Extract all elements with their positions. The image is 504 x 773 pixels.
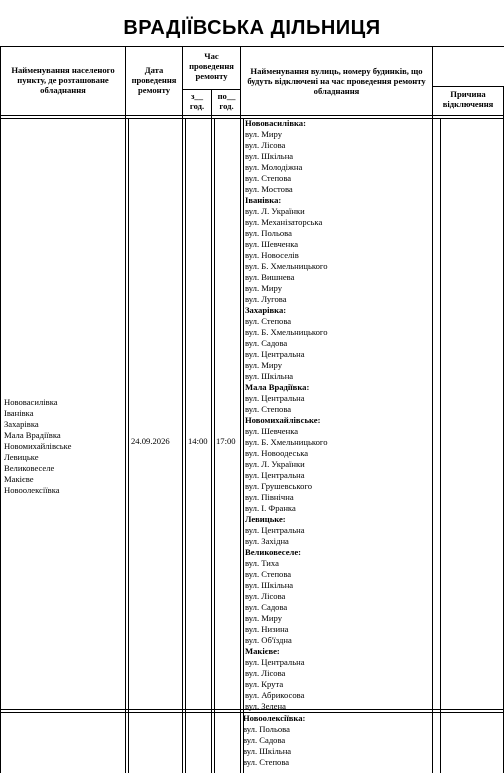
street-item: вул. Шкільна [243, 746, 292, 756]
streets-list [245, 118, 437, 712]
settlement-item: Новоолексіївка [4, 485, 60, 495]
header-bottom-line [0, 115, 504, 116]
settlement-item: Захарівка [4, 419, 39, 429]
street-item: вул. Б. Хмельницького [245, 327, 328, 337]
village-heading: Макієве: [245, 646, 280, 656]
page-title: ВРАДІЇВСЬКА ДІЛЬНИЦЯ [123, 17, 381, 39]
street-item: вул. Лісова [245, 140, 286, 150]
street-item: вул. Мостова [245, 184, 293, 194]
street-item: вул. Шевченка [245, 239, 299, 249]
street-item: вул. Тиха [245, 558, 279, 568]
street-item: вул. Степова [245, 569, 292, 579]
street-item: вул. Польова [245, 228, 292, 238]
street-item: вул. Вишнева [245, 272, 295, 282]
settlement-item: Іванівка [4, 408, 34, 418]
street-item: вул. Садова [245, 602, 288, 612]
street-item: вул. Центральна [245, 393, 305, 403]
header-reason: Причина відключення [442, 89, 494, 109]
street-item: вул. Центральна [245, 349, 305, 359]
header-time: Час проведення ремонту [189, 51, 234, 81]
col-line-time [240, 46, 241, 773]
village-heading: Мала Врадіївка: [245, 382, 310, 392]
street-item: вул. Крута [245, 679, 284, 689]
street-item: вул. Садова [243, 735, 286, 745]
header-time-from: з__ год. [189, 91, 205, 111]
street-item: вул. Лугова [245, 294, 287, 304]
col-line-settlement [125, 46, 126, 773]
header-time-to: по__ год. [217, 91, 236, 111]
time-to: 17:00 [216, 436, 236, 446]
street-item: вул. І. Франка [245, 503, 296, 513]
street-item: вул. Шевченка [245, 426, 299, 436]
street-item: вул. Об'їздна [245, 635, 292, 645]
settlement-item: Нововасилівка [4, 397, 58, 407]
street-item: вул. Миру [245, 283, 282, 293]
street-item: вул. Грушевського [245, 481, 312, 491]
street-item: вул. Низина [245, 624, 289, 634]
street-item: вул. Центральна [245, 525, 305, 535]
street-item: вул. Центральна [245, 470, 305, 480]
village-heading: Захарівка: [245, 305, 287, 315]
village-heading: Левицьке: [245, 514, 286, 524]
street-item: вул. Зелена [245, 701, 286, 711]
village-heading: Нововасилівка: [245, 118, 306, 128]
street-item: вул. Степова [245, 173, 292, 183]
time-from: 14:00 [188, 436, 208, 446]
village-heading: Іванівка: [245, 195, 282, 205]
col-line-left [0, 46, 1, 773]
street-item: вул. Степова [245, 404, 292, 414]
col-line-time-split [211, 89, 212, 773]
street-item: вул. Шкільна [245, 580, 294, 590]
settlement-item: Макієве [4, 474, 34, 484]
header-date: Дата проведення ремонту [131, 65, 177, 95]
street-item: вул. Шкільна [245, 151, 294, 161]
street-item: вул. Абрикосова [245, 690, 305, 700]
street-item: вул. Північна [245, 492, 294, 502]
street-item: вул. Польова [243, 724, 290, 734]
reason-header-top [432, 86, 504, 87]
street-item: вул. Новоселів [245, 250, 299, 260]
street-item: вул. Новоодеська [245, 448, 309, 458]
street-item: вул. Механізаторська [245, 217, 323, 227]
street-item: вул. Б. Хмельницького [245, 261, 328, 271]
street-item: вул. Л. Українки [245, 459, 305, 469]
street-item: вул. Миру [245, 129, 282, 139]
street-item: вул. Степова [243, 757, 290, 767]
street-item: вул. Л. Українки [245, 206, 305, 216]
street-item: вул. Центральна [245, 657, 305, 667]
street-item: вул. Лісова [245, 591, 286, 601]
street-item: вул. Миру [245, 360, 282, 370]
street-item: вул. Садова [245, 338, 288, 348]
col-line-settlement-2 [128, 118, 129, 773]
header-settlement: Найменування населеного пункту, де розташоване обладнання [11, 65, 115, 95]
streets-list-continued [243, 713, 435, 768]
village-heading: Великовеселе: [245, 547, 302, 557]
col-line-date-2 [185, 118, 186, 773]
header-streets: Найменування вулиць, номеру будинків, що будуть відключені на час проведення ремонту обладнання [247, 66, 426, 96]
table-border-top [0, 46, 504, 47]
street-item: вул. Миру [245, 613, 282, 623]
village-heading: Новомихайлівське: [245, 415, 321, 425]
village-heading: Новоолексіївка: [243, 713, 306, 723]
street-item: вул. Лісова [245, 668, 286, 678]
col-line-time-split-2 [214, 118, 215, 773]
settlement-item: Великовеселе [4, 463, 55, 473]
repair-date: 24.09.2026 [131, 436, 170, 446]
settlement-item: Мала Врадіївка [4, 430, 61, 440]
street-item: вул. Західна [245, 536, 289, 546]
col-line-time-2 [243, 118, 244, 773]
settlement-item: Новомихайлівське [4, 441, 72, 451]
col-line-date [182, 46, 183, 773]
settlement-item: Левицьке [4, 452, 39, 462]
col-line-streets-2 [440, 118, 441, 773]
street-item: вул. Молодіжна [245, 162, 303, 172]
street-item: вул. Степова [245, 316, 292, 326]
street-item: вул. Б. Хмельницького [245, 437, 328, 447]
settlement-list [4, 397, 124, 496]
street-item: вул. Шкільна [245, 371, 294, 381]
